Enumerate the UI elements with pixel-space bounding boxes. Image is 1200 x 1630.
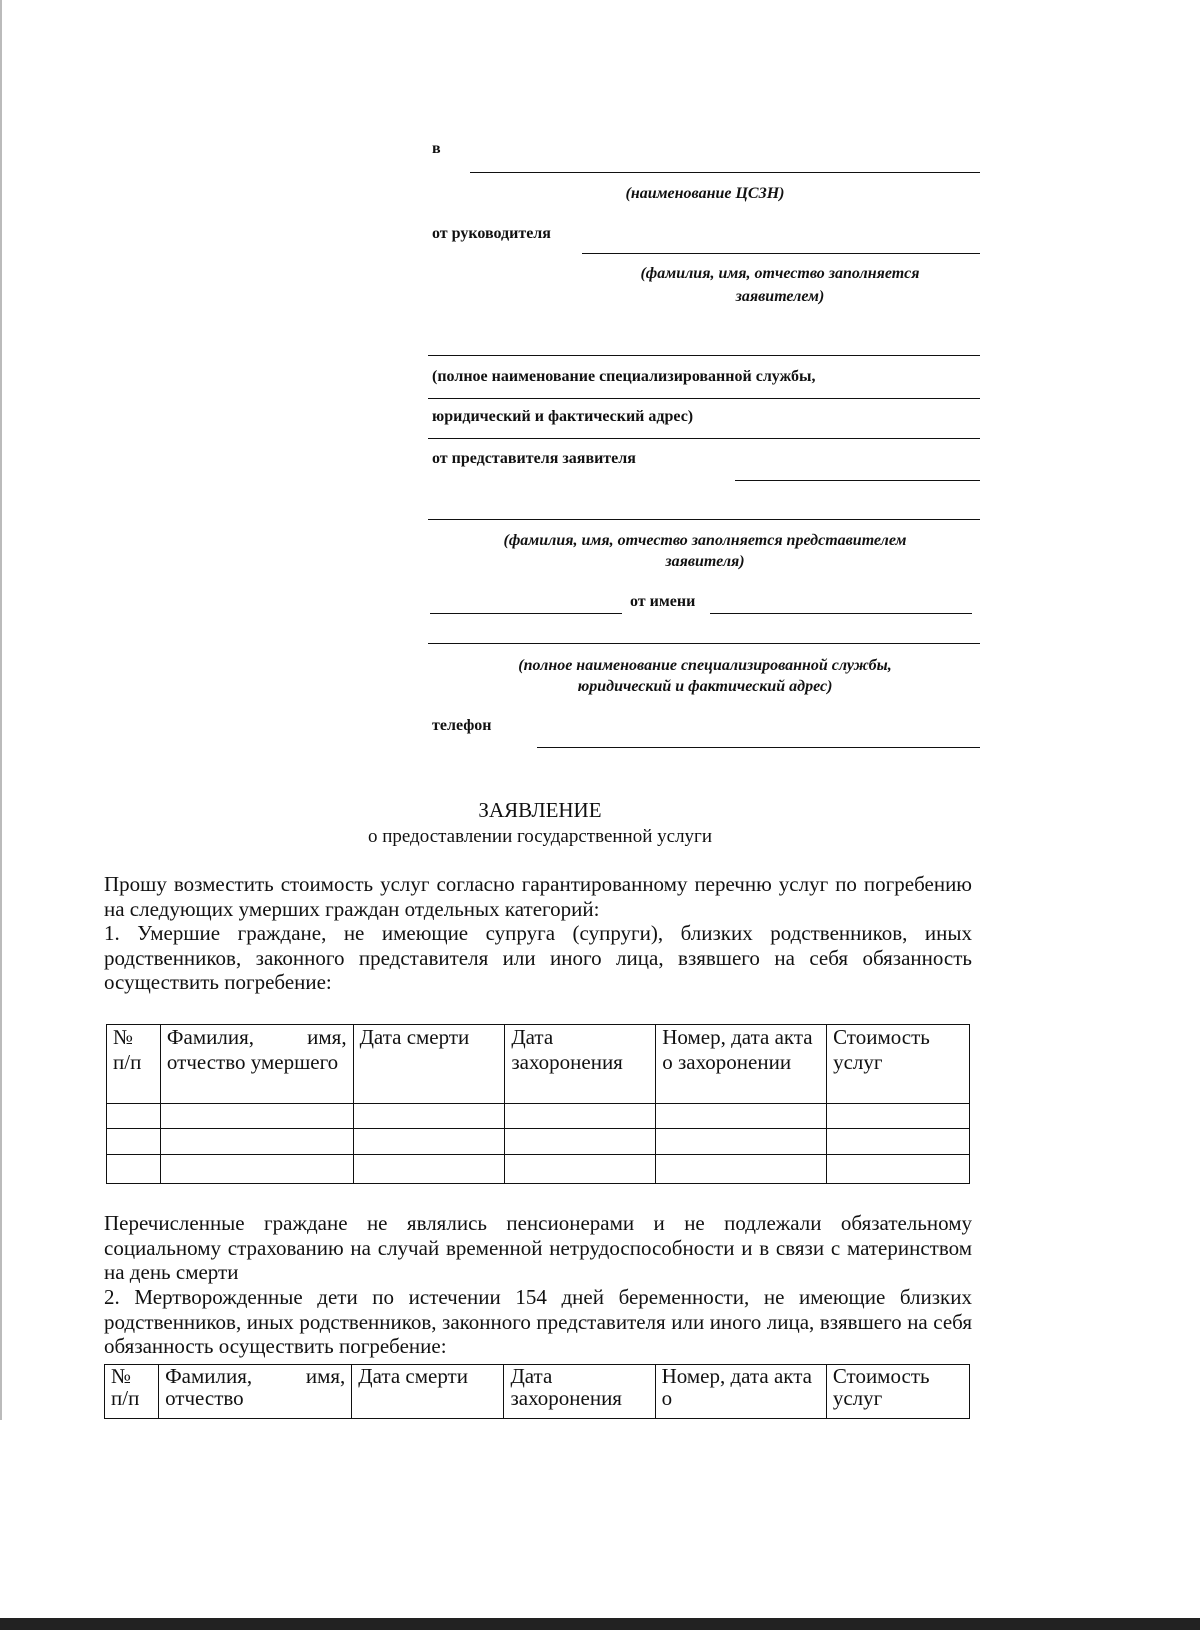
- header-name: Фамилия, имя, отчество: [159, 1365, 352, 1419]
- item-1-paragraph: 1. Умершие граждане, не имеющие супруга (супруги), близких родственников, иных родственников, законного представителя или иного лица, взявшего на себя обязанность осуществить погребение:: [104, 921, 972, 994]
- item-2-paragraph: 2. Мертворожденные дети по истечении 154 дней беременности, не имеющие близких родственников, иных родственников, законного представителя или иного лица, взявшего на себя обязанность осуществить погребение:: [104, 1285, 972, 1358]
- header-cost: Стоимость услуг: [827, 1025, 970, 1104]
- cell[interactable]: [505, 1155, 656, 1184]
- to-line: [470, 172, 980, 173]
- behalf-hint-2: юридический и фактический адрес): [577, 678, 833, 695]
- cell[interactable]: [107, 1129, 161, 1155]
- page-cutoff: [0, 1420, 1200, 1618]
- rep-hint-1: (фамилия, имя, отчество заполняется представителем: [503, 532, 907, 549]
- cell[interactable]: [656, 1129, 827, 1155]
- behalf-hint-1: (полное наименование специализированной службы,: [518, 657, 892, 674]
- from-rep-label: от представителя заявителя: [432, 450, 636, 467]
- header-burial-date: Дата захоронения: [504, 1365, 655, 1419]
- from-head-hint-2: заявителем): [735, 288, 825, 305]
- header-cost: Стоимость услуг: [826, 1365, 969, 1419]
- scan-bottom-edge: [0, 1618, 1200, 1630]
- document-title: ЗАЯВЛЕНИЕ: [478, 798, 602, 822]
- to-hint: (наименование ЦСЗН): [625, 185, 785, 202]
- cell[interactable]: [160, 1104, 353, 1129]
- cell[interactable]: [353, 1104, 505, 1129]
- table-row: [107, 1155, 970, 1184]
- blank-line: [428, 438, 980, 439]
- header-death-date: Дата смерти: [353, 1025, 505, 1104]
- to-prefix: в: [432, 140, 441, 157]
- blank-line: [428, 643, 980, 644]
- cell[interactable]: [827, 1155, 970, 1184]
- header-burial-date: Дата захоронения: [505, 1025, 656, 1104]
- from-head-label: от руководителя: [432, 225, 551, 242]
- on-behalf-label: от имени: [630, 593, 696, 610]
- blank-line: [428, 398, 980, 399]
- cell[interactable]: [107, 1104, 161, 1129]
- blank-line: [430, 613, 622, 614]
- cell[interactable]: [505, 1104, 656, 1129]
- cell[interactable]: [353, 1129, 505, 1155]
- header-name: Фамилия, имя, отчество умершего: [160, 1025, 353, 1104]
- service-name: (полное наименование специализированной службы,: [432, 368, 816, 385]
- rep-hint-2: заявителя): [665, 553, 745, 570]
- header-act: Номер, дата акта о: [655, 1365, 826, 1419]
- cell[interactable]: [160, 1129, 353, 1155]
- table-header-row: [105, 1365, 970, 1419]
- note-paragraph: Перечисленные граждане не являлись пенсионерами и не подлежали обязательному социальному страхованию на случай временной нетрудоспособности и в связи с материнством на день смерти: [104, 1211, 972, 1284]
- cell[interactable]: [353, 1155, 505, 1184]
- cell[interactable]: [160, 1155, 353, 1184]
- cell[interactable]: [505, 1129, 656, 1155]
- blank-line: [428, 355, 980, 356]
- table-header-row: [107, 1025, 970, 1104]
- phone-line: [537, 747, 980, 748]
- cell[interactable]: [827, 1129, 970, 1155]
- intro-paragraph: Прошу возместить стоимость услуг согласно гарантированному перечню услуг по погребению на следующих умерших граждан отдельных категорий:: [104, 872, 972, 921]
- from-head-line: [582, 253, 980, 254]
- table-1: [106, 1024, 970, 1184]
- from-rep-line: [735, 480, 980, 481]
- blank-line: [710, 613, 972, 614]
- cell[interactable]: [107, 1155, 161, 1184]
- header-act: Номер, дата акта о захоронении: [656, 1025, 827, 1104]
- service-address: юридический и фактический адрес): [432, 408, 694, 425]
- document-subtitle: о предоставлении государственной услуги: [367, 826, 713, 847]
- cell[interactable]: [656, 1155, 827, 1184]
- cell[interactable]: [827, 1104, 970, 1129]
- table-row: [107, 1129, 970, 1155]
- from-head-hint-1: (фамилия, имя, отчество заполняется: [640, 265, 920, 282]
- table-2: [104, 1364, 970, 1419]
- header-death-date: Дата смерти: [352, 1365, 504, 1419]
- header-number: № п/п: [105, 1365, 159, 1419]
- phone-label: телефон: [432, 717, 492, 734]
- cell[interactable]: [656, 1104, 827, 1129]
- header-number: № п/п: [107, 1025, 161, 1104]
- blank-line: [428, 519, 980, 520]
- table-row: [107, 1104, 970, 1129]
